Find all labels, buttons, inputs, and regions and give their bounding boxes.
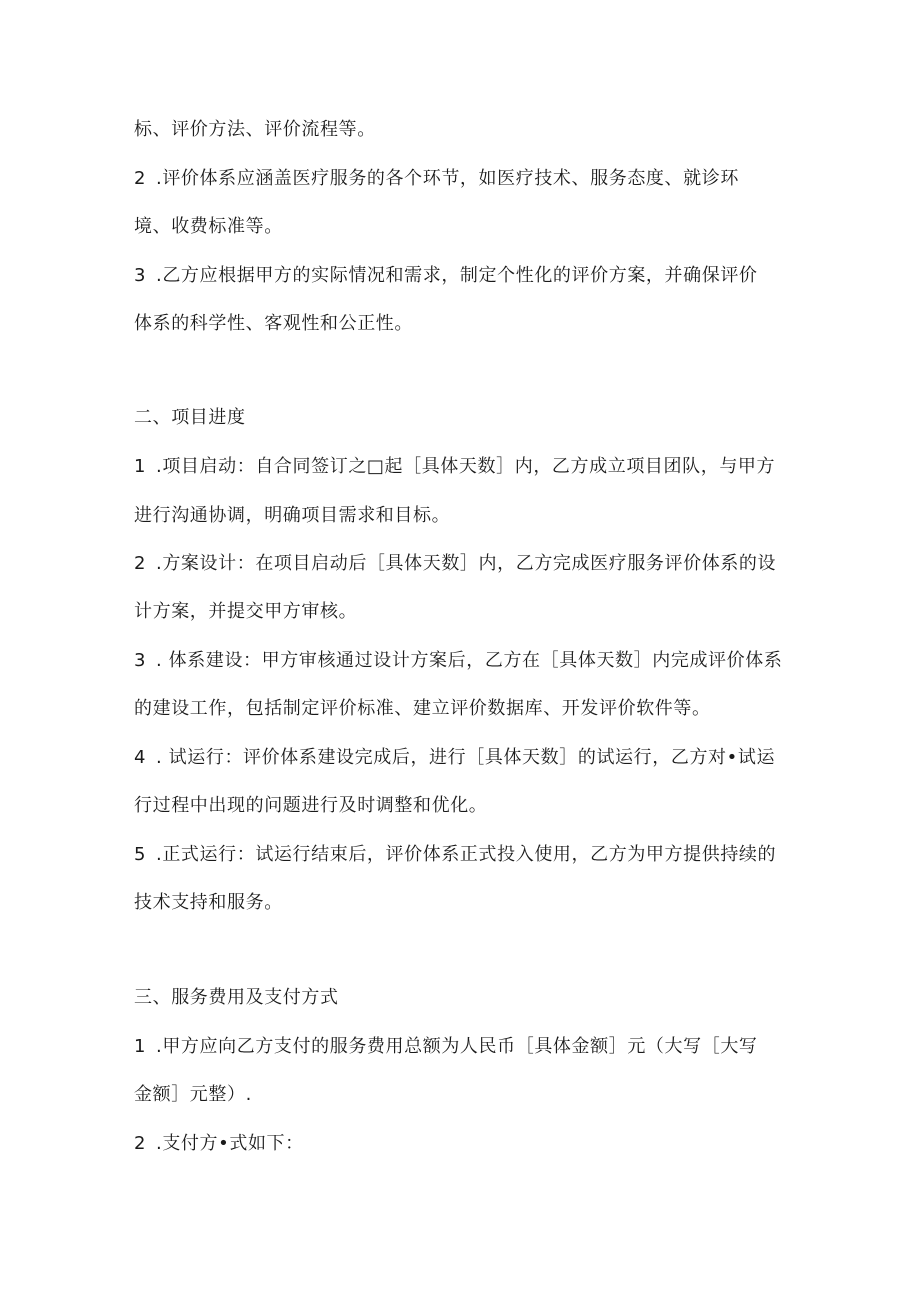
section1-continuation: 标、评价方法、评价流程等。 bbox=[134, 119, 376, 140]
item-number: 2 bbox=[134, 1133, 147, 1154]
section2-item5-line1 bbox=[134, 843, 776, 867]
item-text: .评价体系应涵盖医疗服务的各个环节，如医疗技术、服务态度、就诊环 bbox=[156, 168, 739, 189]
section3-heading: 三、服务费用及支付方式 bbox=[134, 987, 339, 1008]
item-text: . 体系建设：甲方审核通过设计方案后，乙方在［具体天数］内完成评价体系 bbox=[156, 650, 783, 671]
section2-item4-line1 bbox=[134, 746, 775, 770]
section1-item3-line2: 体系的科学性、客观性和公正性。 bbox=[134, 313, 413, 334]
section2-item5-line2: 技术支持和服务。 bbox=[134, 892, 283, 913]
item-number: 2 bbox=[134, 168, 147, 189]
item-text: .乙方应根据甲方的实际情况和需求，制定个性化的评价方案，并确保评价 bbox=[156, 265, 758, 286]
item-text: .项目启动：自合同签订之□起［具体天数］内，乙方成立项目团队，与甲方 bbox=[156, 456, 776, 477]
section2-item2-line1 bbox=[134, 552, 776, 576]
item-text: .甲方应向乙方支付的服务费用总额为人民币［具体金额］元（大写［大写 bbox=[156, 1036, 758, 1057]
item-text: . 试运行：评价体系建设完成后，进行［具体天数］的试运行，乙方对•试运 bbox=[156, 747, 776, 768]
section2-item2-line2: 计方案，并提交甲方审核。 bbox=[134, 601, 358, 622]
section2-item1-line2: 进行沟通协调，明确项目需求和目标。 bbox=[134, 505, 451, 526]
section2-item4-line2: 行过程中出现的问题进行及时调整和优化。 bbox=[134, 795, 488, 816]
item-text: .支付方•式如下： bbox=[156, 1133, 304, 1154]
section3-item1-line2: 金额］元整）. bbox=[134, 1084, 252, 1105]
item-number: 3 bbox=[134, 650, 147, 671]
section2-heading: 二、项目进度 bbox=[134, 407, 246, 428]
item-number: 3 bbox=[134, 265, 147, 286]
section1-item2-line1 bbox=[134, 167, 739, 191]
section3-item1-line1 bbox=[134, 1035, 758, 1059]
item-number: 4 bbox=[134, 747, 147, 768]
item-number: 1 bbox=[134, 456, 147, 477]
item-number: 5 bbox=[134, 844, 147, 865]
section2-item3-line2: 的建设工作，包括制定评价标准、建立评价数据库、开发评价软件等。 bbox=[134, 698, 711, 719]
section1-item2-line2: 境、收费标准等。 bbox=[134, 216, 283, 237]
item-number: 1 bbox=[134, 1036, 147, 1057]
section3-item2-line1 bbox=[134, 1132, 304, 1156]
section2-item3-line1 bbox=[134, 649, 782, 673]
section1-item3-line1 bbox=[134, 264, 758, 288]
item-text: .方案设计：在项目启动后［具体天数］内，乙方完成医疗服务评价体系的设 bbox=[156, 553, 777, 574]
item-number: 2 bbox=[134, 553, 147, 574]
section2-item1-line1 bbox=[134, 455, 775, 479]
item-text: .正式运行：试运行结束后，评价体系正式投入使用，乙方为甲方提供持续的 bbox=[156, 844, 777, 865]
